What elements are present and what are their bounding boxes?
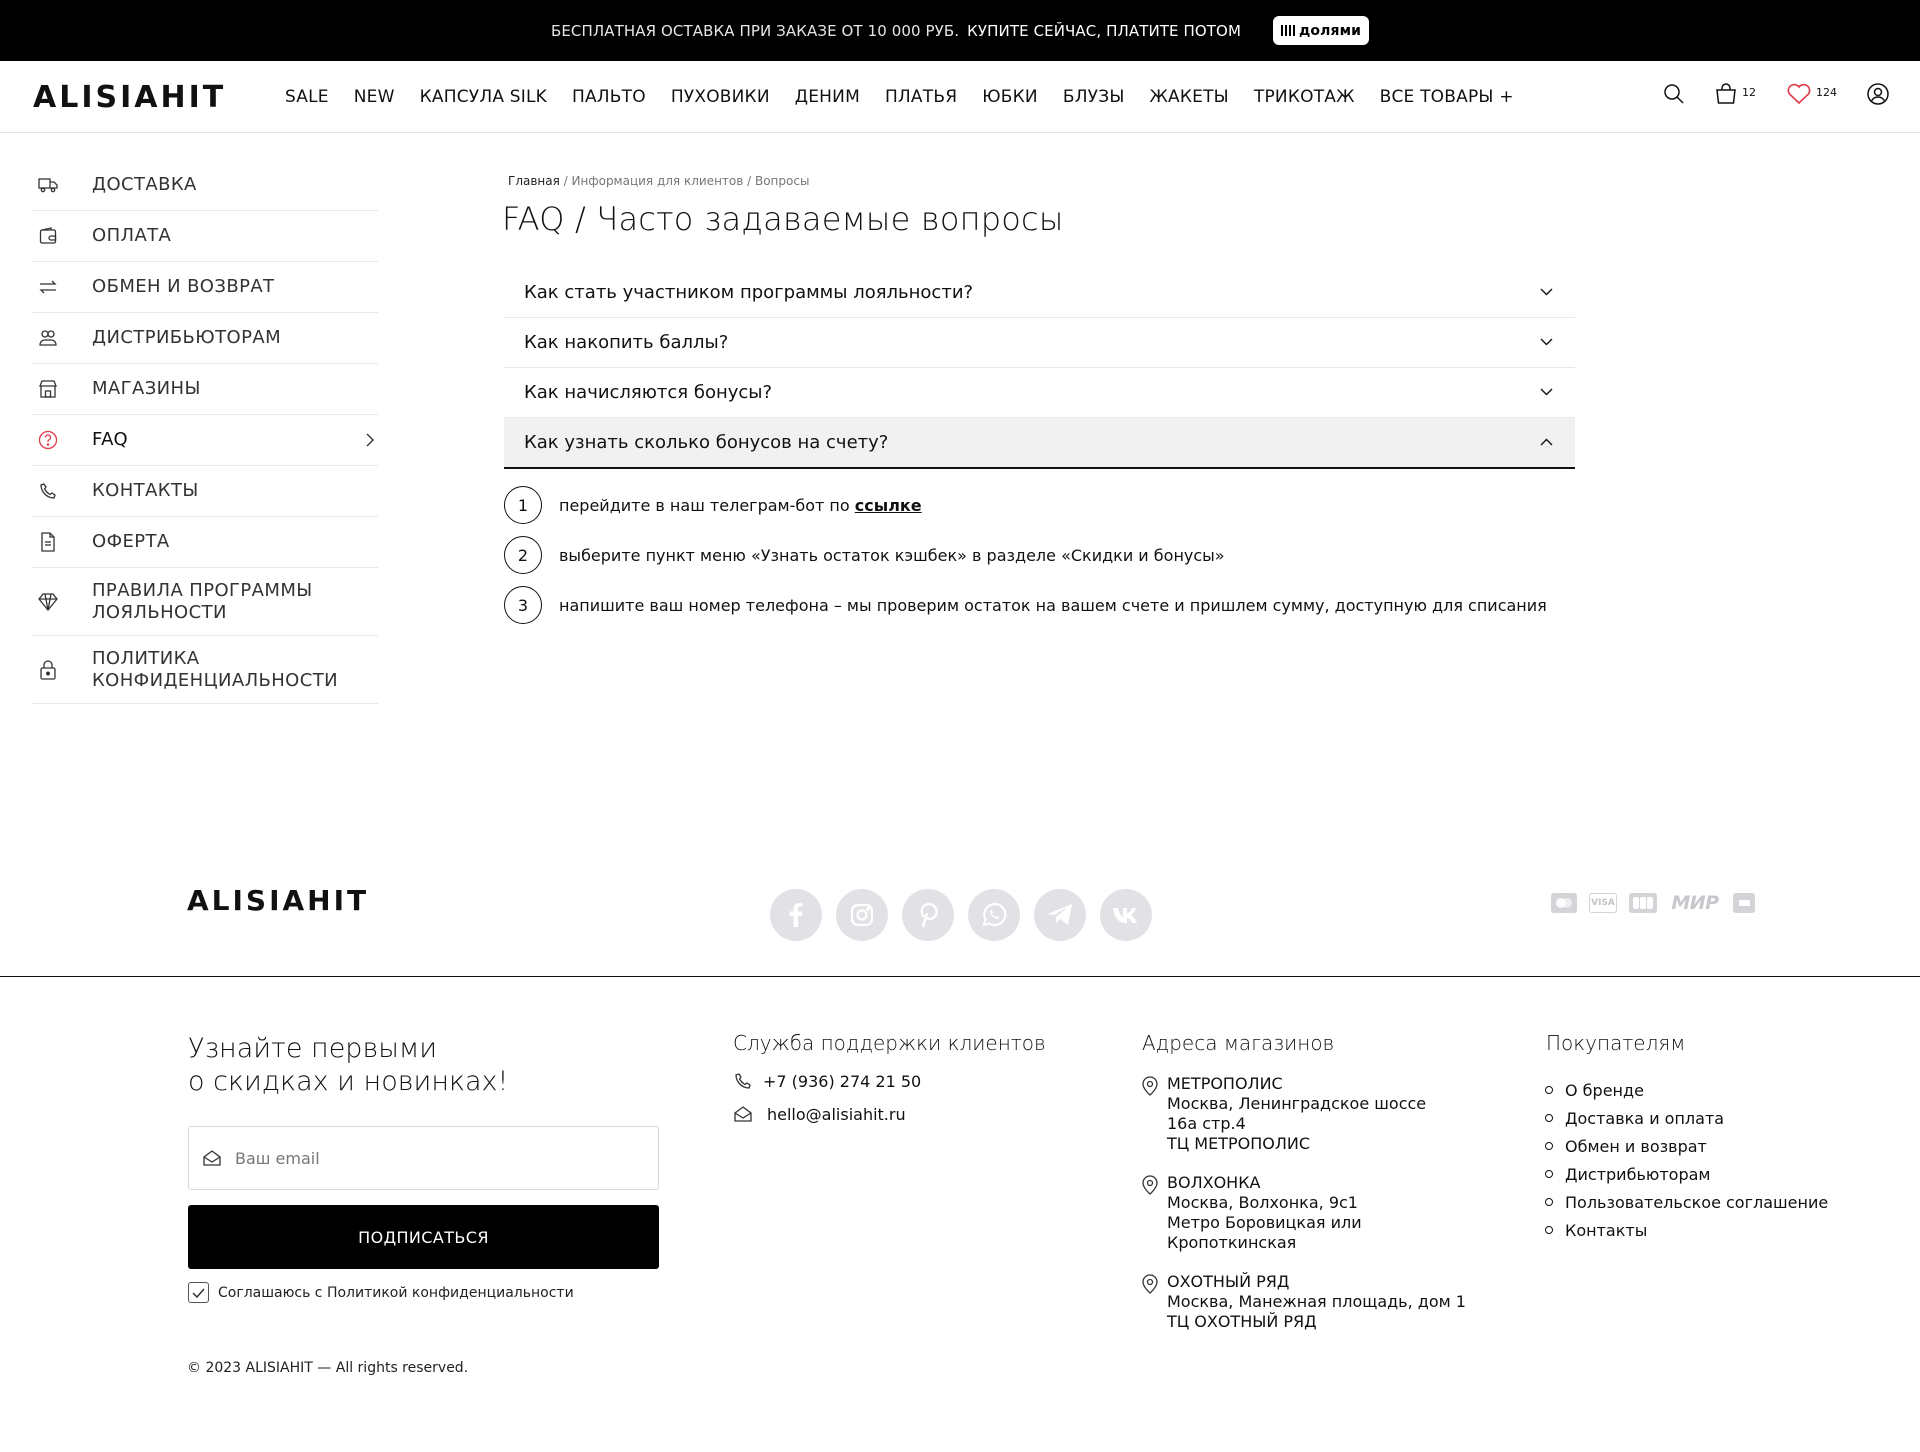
nav-item-dresses[interactable]: ПЛАТЬЯ [884, 87, 958, 107]
subscribe-button[interactable]: ПОДПИСАТЬСЯ [188, 1205, 659, 1269]
page-title: FAQ / Часто задаваемые вопросы [502, 200, 1064, 238]
chevron-up-icon [1540, 438, 1553, 446]
site-header [0, 61, 1920, 133]
jcb-icon [1629, 893, 1657, 913]
handshake-icon [36, 326, 60, 350]
answer-step [504, 586, 1547, 624]
nav-item-down-jackets[interactable]: ПУХОВИКИ [670, 87, 770, 107]
nav-item-skirts[interactable]: ЮБКИ [982, 87, 1038, 107]
breadcrumb-trail: / Информация для клиентов / Вопросы [559, 174, 810, 188]
nav-item-new[interactable]: NEW [353, 87, 395, 107]
vk-icon [1112, 906, 1140, 924]
nav-item-denim[interactable]: ДЕНИМ [794, 87, 860, 107]
map-pin-icon [1141, 1274, 1159, 1294]
info-sidebar [32, 160, 378, 704]
sidebar-item-label: КОНТАКТЫ [92, 480, 199, 501]
footer-link-contacts[interactable]: Контакты [1545, 1216, 1828, 1244]
telegram-icon [1046, 903, 1074, 927]
document-icon [36, 530, 60, 554]
mir-icon: МИР [1671, 892, 1719, 914]
lock-icon [36, 658, 60, 682]
sidebar-item-distributors[interactable] [32, 313, 378, 364]
breadcrumb-home[interactable]: Главная [508, 174, 560, 188]
faq-question-text: Как начисляются бонусы? [524, 382, 773, 403]
chevron-down-icon [1540, 388, 1553, 396]
map-pin-icon [1141, 1076, 1159, 1096]
promo-bar [0, 0, 1920, 61]
sidebar-item-label: ДИСТРИБЬЮТОРАМ [92, 327, 282, 348]
sidebar-item-label: ОБМЕН И ВОЗВРАТ [92, 276, 275, 297]
subscribe-title: Узнайте первыми о скидках и новинках! [188, 1033, 509, 1097]
support-email[interactable]: hello@alisiahit.ru [733, 1104, 921, 1124]
dolyami-label: долями [1299, 22, 1362, 39]
answer-step [504, 536, 1547, 574]
faq-answer [504, 486, 1547, 636]
dolyami-icon [1281, 25, 1295, 36]
copyright: © 2023 ALISIAHIT — All rights reserved. [187, 1360, 469, 1376]
nav-item-blouses[interactable]: БЛУЗЫ [1062, 87, 1125, 107]
nav-item-knitwear[interactable]: ТРИКОТАЖ [1253, 87, 1355, 107]
cart-count: 12 [1742, 86, 1756, 99]
nav-item-sale[interactable]: SALE [285, 87, 329, 107]
sidebar-item-payment[interactable] [32, 211, 378, 262]
nav-item-all[interactable]: ВСЕ ТОВАРЫ + [1379, 87, 1514, 107]
sidebar-item-label: ДОСТАВКА [92, 174, 197, 195]
footer-link-user-agreement[interactable]: Пользовательское соглашение [1545, 1188, 1828, 1216]
promo-text: БЕСПЛАТНАЯ ОСТАВКА ПРИ ЗАКАЗЕ ОТ 10 000 РУБ. [550, 21, 960, 40]
faq-question[interactable] [504, 268, 1575, 318]
breadcrumb [508, 174, 809, 188]
faq-question-text: Как стать участником программы лояльности? [524, 282, 974, 303]
faq-question-open[interactable] [504, 418, 1575, 469]
truck-icon [36, 173, 60, 197]
footer-link-exchange[interactable]: Обмен и возврат [1545, 1132, 1828, 1160]
instagram-icon [850, 903, 874, 927]
chevron-down-icon [1540, 288, 1553, 296]
footer-link-delivery-payment[interactable]: Доставка и оплата [1545, 1104, 1828, 1132]
sidebar-item-contacts[interactable] [32, 466, 378, 517]
footer-link-distributors[interactable]: Дистрибьюторам [1545, 1160, 1828, 1188]
store-icon [36, 377, 60, 401]
sidebar-item-label: ПОЛИТИКА КОНФИДЕНЦИАЛЬНОСТИ [92, 647, 338, 691]
footer-divider [0, 976, 1920, 977]
user-icon [1866, 82, 1890, 106]
checkmark-icon [192, 1288, 205, 1298]
step-number: 3 [504, 586, 542, 624]
visa-icon: VISA [1589, 893, 1617, 913]
sidebar-item-label: FAQ [92, 429, 129, 450]
faq-question[interactable] [504, 368, 1575, 418]
search-button[interactable] [1662, 82, 1686, 106]
heart-icon [1786, 82, 1812, 106]
buyers-title: Покупателям [1546, 1031, 1686, 1055]
instagram-link[interactable] [836, 889, 888, 941]
step-number: 2 [504, 536, 542, 574]
faq-question[interactable] [504, 318, 1575, 368]
support-title: Служба поддержки клиентов [733, 1031, 1046, 1055]
sidebar-item-faq[interactable] [32, 415, 378, 466]
agree-checkbox-row[interactable] [188, 1282, 574, 1303]
step-text: перейдите в наш телеграм-бот по ссылке [559, 495, 922, 515]
telegram-bot-link[interactable]: ссылке [854, 495, 922, 515]
social-links [770, 889, 1152, 941]
envelope-icon [203, 1150, 221, 1166]
step-number: 1 [504, 486, 542, 524]
buyers-links [1545, 1076, 1828, 1244]
sidebar-item-delivery[interactable] [32, 160, 378, 211]
support-phone[interactable]: +7 (936) 274 21 50 [733, 1071, 921, 1091]
whatsapp-link[interactable] [968, 889, 1020, 941]
sidebar-item-label: ПРАВИЛА ПРОГРАММЫ ЛОЯЛЬНОСТИ [92, 579, 313, 623]
phone-icon [36, 479, 60, 503]
faq-question-text: Как узнать сколько бонусов на счету? [524, 432, 889, 453]
sidebar-item-offer[interactable] [32, 517, 378, 568]
sidebar-item-loyalty-rules[interactable] [32, 568, 378, 636]
email-field[interactable] [188, 1126, 659, 1190]
step-text: выберите пункт меню «Узнать остаток кэшбек» в разделе «Скидки и бонусы» [559, 545, 1225, 565]
store-address: ВОЛХОНКА Москва, Волхонка, 9с1 Метро Боровицкая или Кропоткинская [1141, 1173, 1481, 1253]
nav-item-silk[interactable]: КАПСУЛА SILK [419, 87, 547, 107]
pinterest-link[interactable] [902, 889, 954, 941]
sidebar-item-exchange[interactable] [32, 262, 378, 313]
sidebar-item-label: ОПЛАТА [92, 225, 172, 246]
store-address: МЕТРОПОЛИС Москва, Ленинградское шоссе 16а стр.4 ТЦ МЕТРОПОЛИС [1141, 1074, 1481, 1154]
chevron-right-icon [366, 433, 374, 447]
telegram-link[interactable] [1034, 889, 1086, 941]
facebook-link[interactable] [770, 889, 822, 941]
step-text: напишите ваш номер телефона – мы проверим остаток на вашем счете и пришлем сумму, доступную для списания [559, 595, 1547, 615]
search-icon [1662, 82, 1686, 106]
bag-icon [1714, 82, 1738, 106]
vk-link[interactable] [1100, 889, 1152, 941]
agree-checkbox[interactable] [188, 1282, 209, 1303]
sidebar-item-privacy-policy[interactable] [32, 636, 378, 704]
envelope-icon [733, 1106, 753, 1122]
faq-accordion [504, 268, 1575, 469]
cart-button[interactable] [1714, 82, 1756, 106]
addresses-title: Адреса магазинов [1142, 1031, 1335, 1055]
dolyami-badge[interactable] [1273, 16, 1369, 45]
exchange-arrows-icon [36, 275, 60, 299]
sidebar-item-label: МАГАЗИНЫ [92, 378, 201, 399]
account-button[interactable] [1866, 82, 1890, 106]
map-pin-icon [1141, 1175, 1159, 1195]
agree-label: Соглашаюсь с Политикой конфиденциальности [218, 1284, 574, 1301]
question-circle-icon [36, 428, 60, 452]
email-input[interactable] [235, 1149, 635, 1168]
support-contacts [733, 1071, 921, 1137]
wishlist-button[interactable] [1786, 82, 1837, 106]
sidebar-item-stores[interactable] [32, 364, 378, 415]
promo-cta[interactable]: КУПИТЕ СЕЙЧАС, ПЛАТИТЕ ПОТОМ [967, 21, 1242, 40]
mastercard-icon [1551, 893, 1577, 913]
brand-logo[interactable]: ALISIAHIT [33, 80, 227, 115]
sidebar-item-label: ОФЕРТА [92, 531, 170, 552]
footer-logo[interactable]: ALISIAHIT [187, 884, 370, 917]
answer-step [504, 486, 1547, 524]
wishlist-count: 124 [1816, 86, 1837, 99]
main-nav [285, 61, 1539, 133]
card-icon [1733, 893, 1755, 913]
wallet-icon [36, 224, 60, 248]
nav-item-jackets[interactable]: ЖАКЕТЫ [1149, 87, 1229, 107]
phone-icon [733, 1072, 753, 1090]
diamond-icon [36, 590, 60, 614]
store-addresses [1141, 1074, 1481, 1351]
store-address: ОХОТНЫЙ РЯД Москва, Манежная площадь, дом 1 ТЦ ОХОТНЫЙ РЯД [1141, 1272, 1481, 1332]
nav-item-coats[interactable]: ПАЛЬТО [571, 87, 646, 107]
pinterest-icon [918, 902, 938, 928]
faq-question-text: Как накопить баллы? [524, 332, 729, 353]
facebook-icon [786, 903, 806, 927]
whatsapp-icon [981, 902, 1007, 928]
footer-link-about[interactable]: О бренде [1545, 1076, 1828, 1104]
chevron-down-icon [1540, 338, 1553, 346]
payment-methods [1551, 893, 1755, 913]
